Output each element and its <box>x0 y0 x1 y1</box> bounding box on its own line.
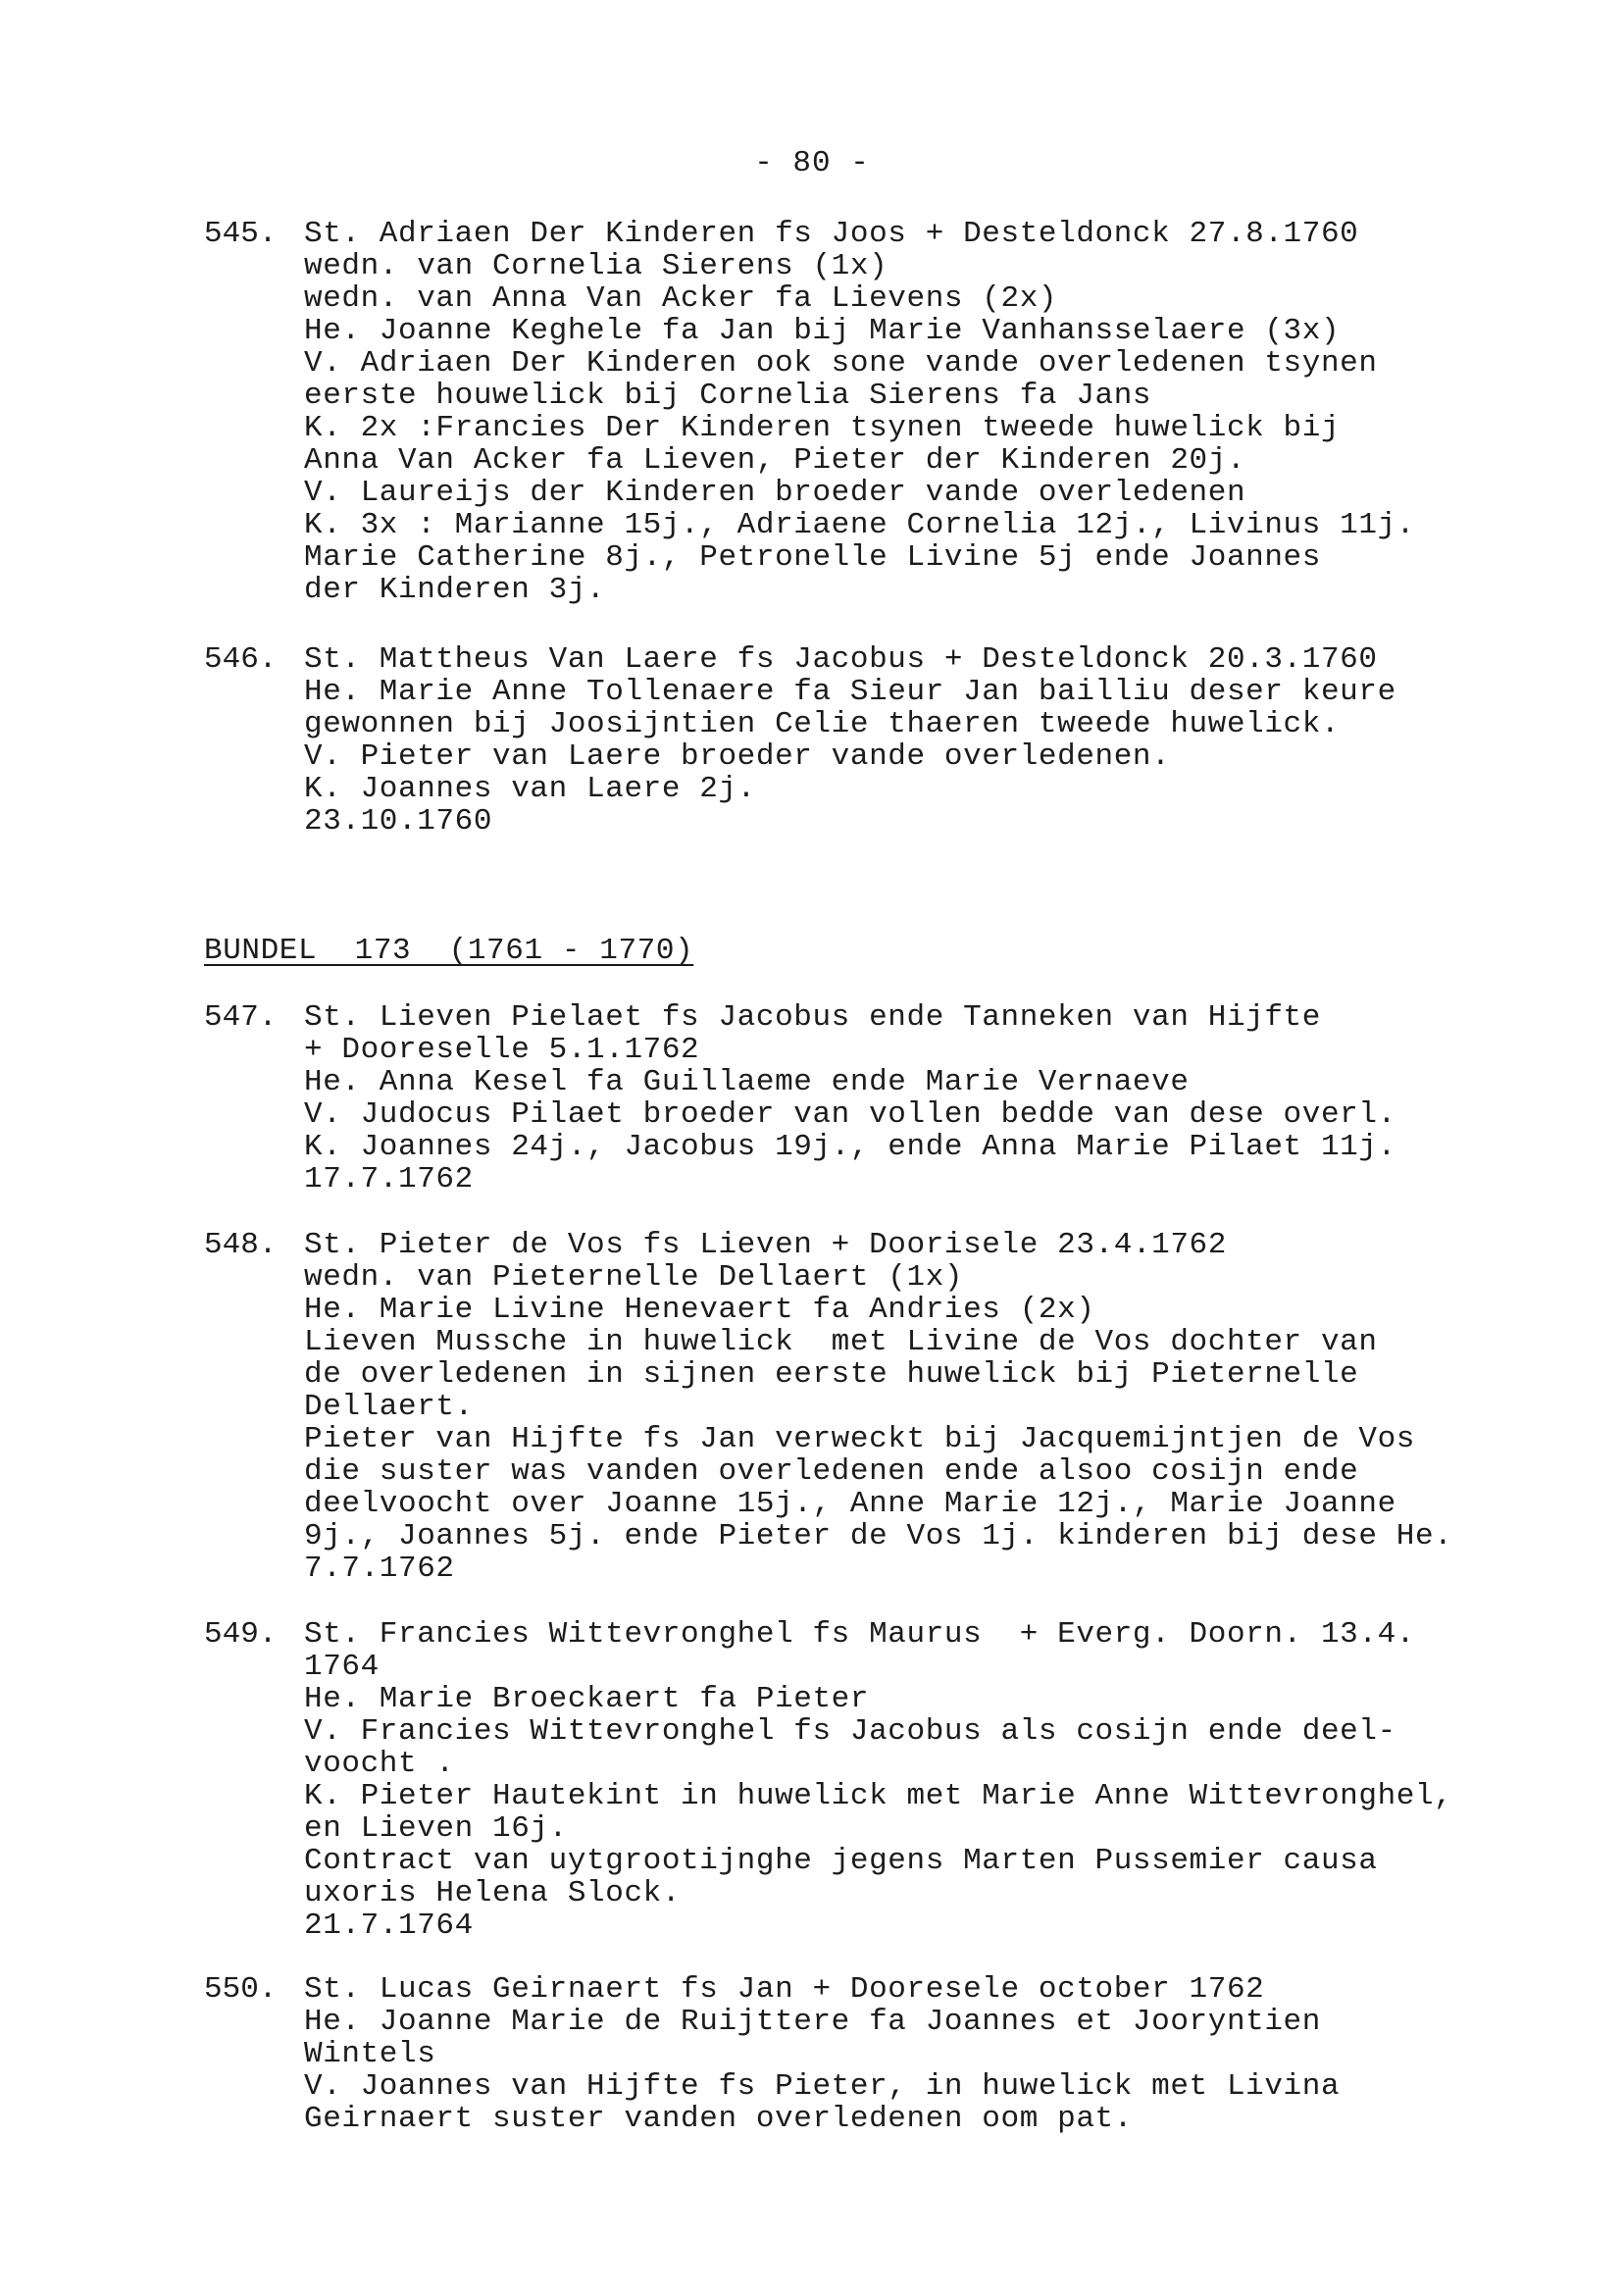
entry-line: St. Mattheus Van Laere fs Jacobus + Desteldonck 20.3.1760 <box>304 642 1378 677</box>
entry-line: en Lieven 16j. <box>304 1811 568 1846</box>
entry-line: V. Laureijs der Kinderen broeder vande overledenen <box>304 476 1246 510</box>
entry-line: Lieven Mussche in huwelick met Livine de Vos dochter van <box>304 1325 1378 1359</box>
entry-line: He. Joanne Keghele fa Jan bij Marie Vanhansselaere (3x) <box>304 314 1341 348</box>
entry-number: 546. <box>204 642 278 677</box>
entry-line: K. Joannes van Laere 2j. <box>304 772 756 806</box>
entry-line: 1764 <box>304 1650 380 1684</box>
entry-text <box>304 1001 1396 1196</box>
entry-line: V. Francies Wittevronghel fs Jacobus als cosijn ende deel- <box>304 1714 1396 1749</box>
entry-line: St. Adriaen Der Kinderen fs Joos + Desteldonck 27.8.1760 <box>304 217 1359 251</box>
entry-line: Marie Catherine 8j., Petronelle Livine 5j ende Joannes <box>304 540 1321 575</box>
entry-line: voocht . <box>304 1747 455 1781</box>
entry-line: St. Lucas Geirnaert fs Jan + Dooresele october 1762 <box>304 1972 1265 2007</box>
entry-line: 21.7.1764 <box>304 1909 474 1943</box>
entry-line: wedn. van Anna Van Acker fa Lievens (2x) <box>304 281 1058 316</box>
entry-line: der Kinderen 3j. <box>304 573 606 607</box>
entry-line: K. 2x :Francies Der Kinderen tsynen tweede huwelick bij <box>304 411 1341 445</box>
entry-line: 7.7.1762 <box>304 1552 455 1586</box>
entry-line: + Dooreselle 5.1.1762 <box>304 1033 700 1067</box>
entry-line: He. Marie Anne Tollenaere fa Sieur Jan bailliu deser keure <box>304 675 1396 709</box>
entry-line: Pieter van Hijfte fs Jan verweckt bij Jacquemijntjen de Vos <box>304 1422 1415 1456</box>
entry-text <box>304 1229 1452 1585</box>
entry-line: V. Pieter van Laere broeder vande overledenen. <box>304 739 1171 774</box>
entry-number: 547. <box>204 1000 278 1035</box>
entry-number: 550. <box>204 1972 278 2007</box>
entry-line: Geirnaert suster vanden overledenen oom pat. <box>304 2102 1133 2136</box>
entry-line: K. Pieter Hautekint in huwelick met Marie Anne Wittevronghel, <box>304 1779 1453 1813</box>
entry-text <box>304 643 1396 838</box>
bundle-heading: BUNDEL 173 (1761 - 1770) <box>204 934 694 968</box>
entry-line: He. Marie Broeckaert fa Pieter <box>304 1682 870 1716</box>
entry-line: V. Judocus Pilaet broeder van vollen bedde van dese overl. <box>304 1097 1396 1132</box>
entry-line: wedn. van Cornelia Sierens (1x) <box>304 249 888 283</box>
entry-line: K. Joannes 24j., Jacobus 19j., ende Anna Marie Pilaet 11j. <box>304 1130 1396 1164</box>
page-number: - 80 - <box>754 146 870 180</box>
entry-line: deelvoocht over Joanne 15j., Anne Marie 12j., Marie Joanne <box>304 1487 1396 1521</box>
entry-line: He. Joanne Marie de Ruijttere fa Joannes et Jooryntien <box>304 2005 1321 2039</box>
entry-line: Contract van uytgrootijnghe jegens Marten Pussemier causa <box>304 1844 1378 1878</box>
entry-line: V. Adriaen Der Kinderen ook sone vande overledenen tsynen <box>304 346 1378 381</box>
entry-line: Wintels <box>304 2037 436 2071</box>
entry-line: eerste houwelick bij Cornelia Sierens fa Jans <box>304 379 1152 413</box>
entry-line: uxoris Helena Slock. <box>304 1876 682 1910</box>
entry-text <box>304 1973 1340 2135</box>
entry-text <box>304 1618 1452 1942</box>
entry-line: die suster was vanden overledenen ende alsoo cosijn ende <box>304 1454 1359 1489</box>
entry-line: Anna Van Acker fa Lieven, Pieter der Kinderen 20j. <box>304 443 1246 478</box>
entry-line: de overledenen in sijnen eerste huwelick bij Pieternelle <box>304 1357 1359 1392</box>
entry-line: He. Anna Kesel fa Guillaeme ende Marie Vernaeve <box>304 1065 1190 1099</box>
entry-number: 549. <box>204 1617 278 1652</box>
entry-line: Dellaert. <box>304 1390 474 1424</box>
entry-line: 9j., Joannes 5j. ende Pieter de Vos 1j. kinderen bij dese He. <box>304 1519 1453 1553</box>
entry-text <box>304 218 1415 606</box>
entry-line: St. Pieter de Vos fs Lieven + Doorisele 23.4.1762 <box>304 1228 1227 1262</box>
entry-line: gewonnen bij Joosijntien Celie thaeren tweede huwelick. <box>304 707 1341 741</box>
entry-line: St. Francies Wittevronghel fs Maurus + Everg. Doorn. 13.4. <box>304 1617 1415 1652</box>
entry-number: 545. <box>204 217 278 251</box>
entry-line: wedn. van Pieternelle Dellaert (1x) <box>304 1260 964 1295</box>
entry-line: He. Marie Livine Henevaert fa Andries (2x) <box>304 1293 1095 1327</box>
entry-line: K. 3x : Marianne 15j., Adriaene Cornelia 12j., Livinus 11j. <box>304 508 1415 542</box>
entry-line: V. Joannes van Hijfte fs Pieter, in huwelick met Livina <box>304 2069 1341 2104</box>
entry-line: 23.10.1760 <box>304 804 493 839</box>
entry-line: 17.7.1762 <box>304 1162 474 1196</box>
entry-line: St. Lieven Pielaet fs Jacobus ende Tanneken van Hijfte <box>304 1000 1321 1035</box>
entry-number: 548. <box>204 1228 278 1262</box>
